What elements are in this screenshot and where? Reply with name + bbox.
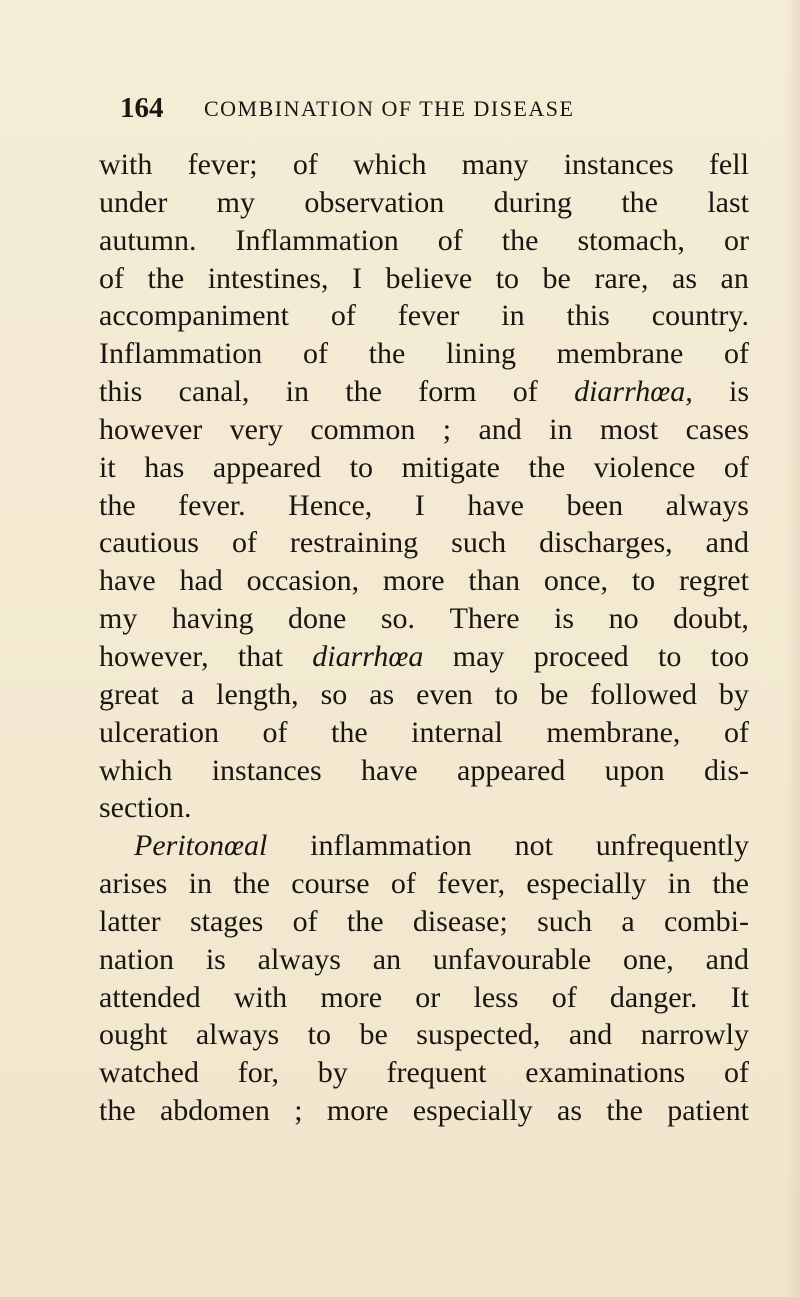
word: to bbox=[494, 677, 519, 711]
word: my bbox=[99, 602, 138, 636]
word: attended bbox=[99, 980, 201, 1014]
word: believe bbox=[385, 261, 473, 295]
text-line bbox=[99, 789, 749, 827]
word: as bbox=[369, 677, 395, 711]
word: most bbox=[599, 412, 659, 446]
word: always bbox=[257, 942, 341, 976]
word: have bbox=[467, 488, 524, 522]
word: however bbox=[99, 412, 203, 446]
word: by bbox=[718, 677, 749, 711]
word: of bbox=[437, 223, 463, 257]
text-line bbox=[99, 676, 749, 714]
word: by bbox=[317, 1056, 348, 1090]
word: ; bbox=[442, 412, 452, 446]
word: fever. bbox=[178, 488, 246, 522]
word: in bbox=[188, 867, 212, 901]
word: doubt, bbox=[673, 602, 749, 636]
word: I bbox=[352, 261, 363, 295]
word: the bbox=[501, 223, 539, 257]
text-line bbox=[99, 184, 749, 222]
word: inflammation bbox=[310, 829, 472, 863]
word: membrane bbox=[556, 337, 684, 371]
word: last bbox=[707, 185, 749, 219]
word: cases bbox=[685, 412, 749, 446]
word: rare, bbox=[594, 261, 649, 295]
text-line bbox=[99, 714, 749, 752]
word: my bbox=[216, 185, 255, 219]
word: of bbox=[330, 299, 356, 333]
word: abdomen bbox=[159, 1094, 270, 1128]
word: the bbox=[368, 337, 406, 371]
word: of bbox=[390, 867, 416, 901]
text-line bbox=[99, 1054, 749, 1092]
word: to bbox=[495, 261, 520, 295]
text-line bbox=[99, 752, 749, 790]
text-line bbox=[99, 146, 749, 184]
word: the bbox=[346, 904, 384, 938]
word: followed bbox=[590, 677, 697, 711]
word: with bbox=[233, 980, 288, 1014]
word: had bbox=[179, 564, 223, 598]
word: the bbox=[621, 185, 658, 219]
word: which bbox=[353, 148, 427, 181]
word: fell bbox=[708, 148, 749, 181]
word: the bbox=[330, 715, 368, 749]
word: too bbox=[710, 639, 749, 673]
text-line bbox=[99, 487, 749, 525]
word: very bbox=[229, 412, 283, 446]
word: always bbox=[195, 1018, 280, 1052]
word: instances bbox=[211, 753, 322, 787]
text-line bbox=[99, 638, 749, 676]
word: such bbox=[537, 904, 593, 938]
word: in bbox=[549, 412, 573, 446]
word: accompaniment bbox=[99, 299, 289, 333]
word: fever, bbox=[437, 867, 506, 901]
word: of bbox=[723, 450, 749, 484]
word: disease; bbox=[412, 904, 508, 938]
word: form bbox=[418, 375, 477, 409]
word: and bbox=[705, 942, 749, 976]
page-number: 164 bbox=[120, 92, 164, 124]
word: There bbox=[449, 602, 520, 636]
word: It bbox=[730, 980, 749, 1014]
word: internal bbox=[411, 715, 503, 749]
word: of bbox=[302, 337, 328, 371]
word: course bbox=[291, 867, 370, 901]
running-head: COMBINATION OF THE DISEASE bbox=[204, 96, 575, 121]
word: unfavourable bbox=[432, 942, 592, 976]
word: Hence, bbox=[288, 488, 373, 522]
word: is bbox=[554, 602, 575, 636]
word: done bbox=[288, 602, 347, 636]
word: or bbox=[723, 223, 749, 257]
word: occasion, bbox=[246, 564, 360, 598]
paragraph bbox=[99, 827, 749, 1130]
word: during bbox=[493, 185, 572, 219]
word: the bbox=[99, 1094, 136, 1128]
word: cautious bbox=[99, 526, 199, 560]
word: which bbox=[99, 753, 173, 787]
word: narrowly bbox=[640, 1018, 749, 1052]
word: more bbox=[320, 980, 383, 1014]
word: even bbox=[416, 677, 473, 711]
word: of bbox=[723, 715, 749, 749]
word: have bbox=[361, 753, 418, 787]
word: ought bbox=[99, 1018, 168, 1052]
text-line bbox=[99, 903, 749, 941]
text-line bbox=[99, 449, 749, 487]
word: section. bbox=[99, 791, 192, 825]
word: as bbox=[557, 1094, 583, 1128]
word: ; bbox=[294, 1094, 303, 1128]
text-line bbox=[99, 1092, 749, 1130]
word: suspected, bbox=[416, 1018, 541, 1052]
word: instances bbox=[563, 148, 674, 181]
word: arises bbox=[99, 867, 168, 901]
word: frequent bbox=[386, 1056, 487, 1090]
text-line bbox=[99, 865, 749, 903]
word: patient bbox=[667, 1094, 749, 1128]
word: in bbox=[285, 375, 310, 409]
word: intestines, bbox=[207, 261, 329, 295]
word: an bbox=[372, 942, 402, 976]
word: and bbox=[705, 526, 749, 560]
word: discharges, bbox=[539, 526, 673, 560]
word: appeared bbox=[212, 450, 322, 484]
word: of bbox=[262, 715, 288, 749]
word: diarrhœa, bbox=[574, 375, 693, 409]
word: upon bbox=[604, 753, 665, 787]
word: to bbox=[657, 639, 682, 673]
word: observation bbox=[304, 185, 445, 219]
page-header bbox=[120, 88, 760, 128]
word: of bbox=[512, 375, 538, 409]
word: be bbox=[542, 261, 571, 295]
word: it bbox=[99, 450, 116, 484]
word: of bbox=[551, 980, 577, 1014]
text-line bbox=[99, 827, 749, 865]
page-edge-shadow bbox=[786, 0, 800, 1297]
word: diarrhœa bbox=[312, 639, 424, 673]
word: fever bbox=[397, 299, 460, 333]
word: common bbox=[310, 412, 416, 446]
word: the bbox=[99, 488, 136, 522]
word: for, bbox=[237, 1056, 279, 1090]
word: restraining bbox=[289, 526, 419, 560]
word: a bbox=[180, 677, 195, 711]
word: violence bbox=[593, 450, 696, 484]
word: stages bbox=[189, 904, 264, 938]
word: the bbox=[345, 375, 382, 409]
word: regret bbox=[679, 564, 749, 598]
text-line bbox=[99, 941, 749, 979]
word: proceed bbox=[533, 639, 629, 673]
word: of bbox=[292, 148, 318, 181]
word: especially bbox=[412, 1094, 533, 1128]
word: ulceration bbox=[99, 715, 219, 749]
word: combi- bbox=[664, 904, 749, 938]
word: as bbox=[672, 261, 698, 295]
word: unfrequently bbox=[595, 829, 749, 863]
word: lining bbox=[445, 337, 516, 371]
word: watched bbox=[99, 1056, 199, 1090]
word: so. bbox=[380, 602, 416, 636]
word: however, bbox=[99, 639, 209, 673]
word: canal, bbox=[178, 375, 250, 409]
word: membrane, bbox=[546, 715, 681, 749]
word: to bbox=[631, 564, 656, 598]
text-line bbox=[99, 562, 749, 600]
word: country. bbox=[651, 299, 749, 333]
text-line bbox=[99, 411, 749, 449]
word: length, bbox=[216, 677, 299, 711]
word: danger. bbox=[609, 980, 698, 1014]
word: of bbox=[99, 261, 124, 295]
text-line bbox=[99, 335, 749, 373]
text-line bbox=[99, 600, 749, 638]
word: in bbox=[667, 867, 692, 901]
word: less bbox=[473, 980, 519, 1014]
word: under bbox=[99, 185, 168, 219]
word: appeared bbox=[457, 753, 566, 787]
word: is bbox=[728, 375, 749, 409]
word: dis- bbox=[704, 753, 749, 787]
word: be bbox=[540, 677, 569, 711]
word: the bbox=[147, 261, 185, 295]
text-line bbox=[99, 979, 749, 1017]
word: especially bbox=[526, 867, 647, 901]
word: one, bbox=[622, 942, 674, 976]
text-line bbox=[99, 260, 749, 298]
body-text bbox=[99, 146, 749, 1130]
word: many bbox=[461, 148, 529, 181]
text-line bbox=[99, 1016, 749, 1054]
word: an bbox=[720, 261, 749, 295]
word: to bbox=[349, 450, 374, 484]
word: with bbox=[99, 148, 153, 181]
word: so bbox=[320, 677, 348, 711]
word: the bbox=[712, 867, 749, 901]
word: of bbox=[723, 1056, 749, 1090]
word: more bbox=[326, 1094, 389, 1128]
word: Peritonœal bbox=[134, 829, 268, 863]
word: to bbox=[307, 1018, 331, 1052]
word: mitigate bbox=[401, 450, 500, 484]
word: of bbox=[292, 904, 318, 938]
word: of bbox=[231, 526, 257, 560]
word: or bbox=[415, 980, 441, 1014]
text-line bbox=[99, 524, 749, 562]
word: this bbox=[566, 299, 610, 333]
word: has bbox=[144, 450, 185, 484]
word: Inflammation bbox=[235, 223, 399, 257]
word: have bbox=[99, 564, 156, 598]
word: in bbox=[501, 299, 525, 333]
word: the bbox=[528, 450, 566, 484]
word: a bbox=[621, 904, 635, 938]
word: of bbox=[723, 337, 749, 371]
word: more bbox=[382, 564, 445, 598]
word: great bbox=[99, 677, 159, 711]
word: examinations bbox=[525, 1056, 686, 1090]
word: and bbox=[478, 412, 522, 446]
word: stomach, bbox=[577, 223, 685, 257]
word: been bbox=[566, 488, 624, 522]
word: the bbox=[606, 1094, 643, 1128]
word: such bbox=[451, 526, 507, 560]
word: not bbox=[514, 829, 553, 863]
word: than bbox=[468, 564, 521, 598]
word: nation bbox=[99, 942, 174, 976]
word: that bbox=[237, 639, 283, 673]
word: having bbox=[171, 602, 254, 636]
word: may bbox=[452, 639, 505, 673]
word: autumn. bbox=[99, 223, 197, 257]
word: no bbox=[608, 602, 639, 636]
word: I bbox=[414, 488, 425, 522]
paragraph bbox=[99, 146, 749, 827]
word: be bbox=[359, 1018, 388, 1052]
word: always bbox=[665, 488, 749, 522]
text-line bbox=[99, 373, 749, 411]
word: Inflammation bbox=[99, 337, 263, 371]
word: the bbox=[233, 867, 270, 901]
word: latter bbox=[99, 904, 161, 938]
word: and bbox=[568, 1018, 613, 1052]
word: once, bbox=[543, 564, 609, 598]
word: this bbox=[99, 375, 143, 409]
word: fever; bbox=[187, 148, 258, 181]
word: is bbox=[205, 942, 226, 976]
text-line bbox=[99, 222, 749, 260]
text-line bbox=[99, 297, 749, 335]
